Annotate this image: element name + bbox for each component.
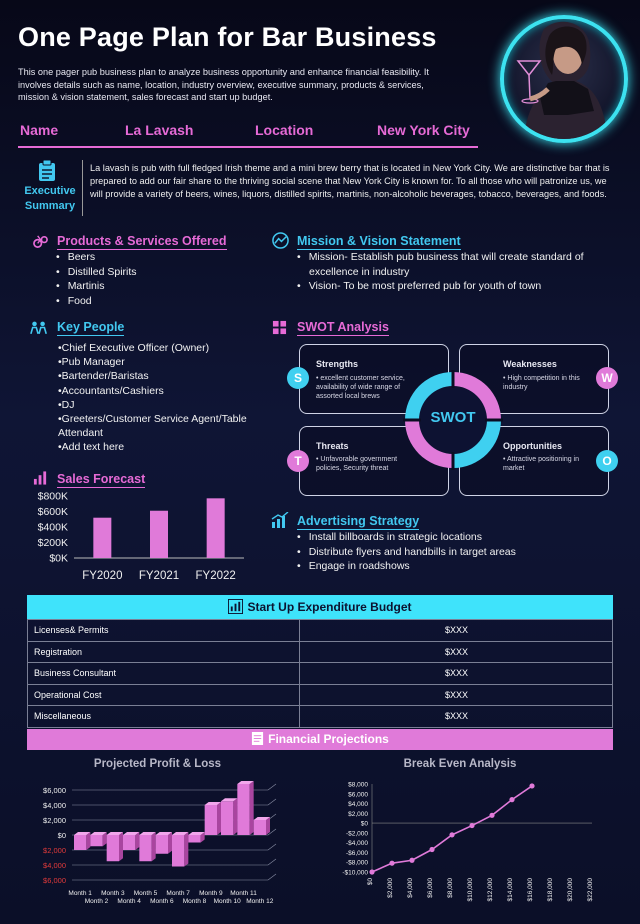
bar — [207, 498, 225, 558]
swot-title: SWOT Analysis — [297, 320, 389, 334]
x-tick-label: $10,000 — [467, 878, 474, 902]
list-item: •DJ — [58, 398, 75, 411]
gridline-depth — [268, 784, 276, 790]
table-row — [28, 663, 613, 685]
strengths-body: excellent customer service, availability of wide range of assorted local brews — [316, 375, 405, 400]
strengths-text: • excellent customer service, availability of wide range of assorted local brews — [316, 375, 405, 400]
y-tick-label: $800K — [37, 490, 68, 503]
bar — [172, 835, 184, 867]
data-point — [369, 869, 374, 874]
x-tick-label: $18,000 — [547, 878, 554, 902]
x-tick-label: $12,000 — [487, 878, 494, 902]
bar — [123, 835, 135, 850]
page-title: One Page Plan for Bar Business — [18, 22, 437, 52]
x-tick-label: $2,000 — [387, 878, 394, 898]
strengths-heading: Strengths — [316, 359, 359, 369]
swot-s-badge: S — [287, 367, 309, 389]
y-tick-label: $0K — [49, 552, 68, 565]
x-tick-label: FY2022 — [195, 570, 236, 582]
weaknesses-body: High competition in this industry — [503, 375, 580, 391]
bar-side — [135, 832, 139, 850]
weaknesses-heading: Weaknesses — [503, 359, 557, 369]
x-tick-label: Month 3 — [101, 890, 125, 897]
x-tick-label: $8,000 — [447, 878, 454, 898]
budget-item: Operational Cost — [28, 684, 300, 706]
list-item: •Add text here — [58, 441, 125, 454]
data-point — [409, 858, 414, 863]
bar — [254, 820, 266, 835]
products-list — [56, 250, 137, 308]
x-tick-label: $4,000 — [407, 878, 414, 898]
break-even-title: Break Even Analysis — [403, 758, 517, 770]
table-row — [28, 620, 613, 642]
opportunities-text: • Attractive positioning in market — [503, 456, 579, 472]
executive-label-line2: Summary — [24, 200, 76, 212]
list-item: • Distribute flyers and handbills in target areas — [297, 545, 617, 560]
x-tick-label: Month 8 — [182, 898, 207, 905]
advertising-list — [297, 530, 617, 574]
sales-forecast-chart — [18, 486, 258, 586]
y-tick-label: -$2,000 — [345, 830, 368, 838]
list-item: •Bartender/Baristas — [58, 370, 149, 383]
bar-side — [119, 832, 123, 861]
list-item: •Chief Executive Officer (Owner) — [58, 342, 210, 354]
data-point — [469, 823, 474, 828]
y-tick-label: $6,000 — [43, 876, 66, 885]
y-tick-label: $4,000 — [43, 861, 66, 870]
bar-side — [184, 832, 188, 867]
mission-title: Mission & Vision Statement — [297, 234, 461, 248]
y-tick-label: -$6,000 — [345, 849, 368, 857]
list-item: • Install billboards in strategic locations — [297, 530, 617, 545]
target-icon — [272, 232, 289, 249]
break-even-chart — [318, 780, 608, 908]
table-row — [28, 706, 613, 728]
data-point — [529, 783, 534, 788]
series-line — [372, 786, 532, 872]
x-tick-label: Month 6 — [150, 898, 174, 905]
executive-divider — [82, 160, 83, 216]
opportunities-heading: Opportunities — [503, 441, 562, 451]
threats-text: • Unfavorable government policies, Security threat — [316, 456, 398, 472]
budget-table — [27, 619, 613, 728]
x-tick-label: FY2021 — [138, 570, 180, 582]
growth-chart-icon — [271, 512, 289, 528]
bar — [221, 801, 233, 835]
financial-title: Financial Projections — [268, 732, 389, 746]
table-row — [28, 684, 613, 706]
gridline-depth — [268, 799, 276, 805]
executive-label-line1: Executive — [24, 185, 76, 197]
bar — [139, 835, 151, 861]
location-value: New York City — [377, 122, 470, 138]
bar — [188, 835, 200, 843]
opportunities-body: Attractive positioning in market — [503, 456, 579, 472]
products-title: Products & Services Offered — [57, 234, 227, 248]
list-item: • Distilled Spirits — [56, 265, 137, 280]
y-tick-label: $4,000 — [43, 801, 66, 810]
list-item: • Beers — [56, 250, 137, 265]
swot-o-badge: O — [596, 450, 618, 472]
x-tick-label: Month 1 — [68, 890, 92, 897]
clipboard-icon — [38, 160, 56, 182]
bar-side — [250, 781, 254, 835]
document-icon — [251, 731, 264, 746]
bar — [237, 784, 249, 835]
x-tick-label: $22,000 — [587, 878, 594, 902]
list-item: •Greeters/Customer Service Agent/Table Attendant — [58, 413, 247, 440]
gridline-depth — [268, 859, 276, 865]
budget-item: Miscellaneous — [28, 706, 300, 728]
bar-side — [152, 832, 156, 861]
x-tick-label: Month 5 — [133, 890, 158, 897]
swot-center-label: SWOT — [430, 409, 476, 426]
person-silhouette-icon — [504, 19, 624, 139]
y-tick-label: $0 — [57, 831, 66, 840]
x-tick-label: Month 7 — [166, 890, 190, 897]
budget-chart-icon — [228, 599, 243, 614]
budget-cost: $XXX — [300, 706, 613, 728]
y-tick-label: $2,000 — [43, 816, 66, 825]
data-point — [429, 847, 434, 852]
x-tick-label: $20,000 — [567, 878, 574, 902]
budget-header — [27, 595, 613, 619]
bar — [205, 805, 217, 835]
bar-side — [217, 802, 221, 835]
profit-loss-title: Projected Profit & Loss — [93, 758, 222, 770]
bar — [107, 835, 119, 861]
y-tick-label: -$8,000 — [345, 859, 368, 867]
x-tick-label: Month 4 — [117, 898, 141, 905]
bar-side — [86, 832, 90, 850]
x-tick-label: $0 — [367, 878, 374, 886]
name-row-divider — [18, 146, 478, 148]
key-people-list — [58, 341, 258, 455]
y-tick-label: $200K — [37, 537, 68, 549]
list-item: • Mission- Establish pub business that will create standard of excellence in industry — [297, 250, 607, 279]
bicycle-gear-icon — [33, 234, 48, 249]
swot-grid-icon — [272, 320, 287, 335]
bar-side — [168, 832, 172, 854]
location-label: Location — [255, 122, 314, 138]
data-point — [509, 797, 514, 802]
key-people-title: Key People — [57, 320, 125, 334]
bar — [156, 835, 168, 854]
budget-item: Licenses& Permits — [28, 620, 300, 642]
sales-forecast-title: Sales Forecast — [57, 472, 146, 486]
list-item: •Accountants/Cashiers — [58, 384, 164, 397]
data-point — [489, 813, 494, 818]
list-item: • Martinis — [56, 279, 137, 294]
budget-item: Business Consultant — [28, 663, 300, 685]
budget-cost: $XXX — [300, 641, 613, 663]
x-tick-label: $16,000 — [527, 878, 534, 902]
budget-cost: $XXX — [300, 663, 613, 685]
x-tick-label: $14,000 — [507, 878, 514, 902]
budget-cost: $XXX — [300, 620, 613, 642]
woman-with-cocktail-photo — [500, 15, 628, 143]
profit-loss-chart — [28, 778, 290, 910]
y-tick-label: $6,000 — [348, 791, 368, 799]
bar-side — [233, 798, 237, 835]
table-row — [28, 641, 613, 663]
executive-summary-text: La lavash is pub with full fledged Irish theme and a mini brew berry that is located in New York City. We are distinctive bar that is prepared to add our fair share to the thriving social scene that New York City is known for. To all those who will patronize us, we will provide a variety of beers, wines, liquors, distilled spirits, martinis, non-alcoholic beverages, tobacco, beverages, and foods. — [90, 163, 610, 199]
intro-text: This one pager pub business plan to analyze business opportunity and enhance financial feasibility. It involves details such as name, location, industry overview, executive summary, products & services, mission & vision statement, sales forecast and start up budget. — [18, 67, 429, 103]
x-tick-label: Month 12 — [246, 898, 274, 905]
bar — [74, 835, 86, 850]
x-tick-label: Month 10 — [213, 898, 241, 905]
swot-w-badge: W — [596, 367, 618, 389]
y-tick-label: $2,000 — [348, 810, 368, 818]
x-tick-label: Month 2 — [84, 898, 109, 905]
y-tick-label: -$10,000 — [342, 869, 368, 877]
x-tick-label: Month 11 — [230, 890, 257, 897]
threats-heading: Threats — [316, 441, 349, 451]
executive-summary-label — [18, 160, 80, 220]
budget-item: Registration — [28, 641, 300, 663]
y-tick-label: $4,000 — [348, 801, 368, 809]
x-tick-label: $6,000 — [427, 878, 434, 898]
threats-body: Unfavorable government policies, Security threat — [316, 456, 398, 472]
list-item: •Pub Manager — [58, 356, 125, 369]
y-tick-label: $0 — [360, 820, 368, 828]
budget-title: Start Up Expenditure Budget — [247, 600, 412, 614]
y-tick-label: $600K — [37, 506, 68, 518]
data-point — [449, 832, 454, 837]
list-item: • Food — [56, 294, 137, 309]
advertising-title: Advertising Strategy — [297, 514, 420, 528]
data-point — [389, 861, 394, 866]
budget-cost: $XXX — [300, 684, 613, 706]
list-item: • Vision- To be most preferred pub for youth of town — [297, 279, 607, 294]
y-tick-label: $400K — [37, 521, 68, 534]
x-tick-label: Month 9 — [199, 890, 223, 897]
bar — [150, 511, 168, 558]
swot-t-badge: T — [287, 450, 309, 472]
y-tick-label: -$4,000 — [345, 840, 368, 848]
list-item: • Engage in roadshows — [297, 559, 617, 574]
mission-list — [297, 250, 607, 294]
weaknesses-text: • High competition in this industry — [503, 375, 580, 391]
gridline-depth — [268, 874, 276, 880]
bar — [90, 835, 102, 846]
bar-chart-icon — [33, 471, 48, 485]
bar-side — [266, 817, 270, 835]
financial-header — [27, 729, 613, 750]
name-label: Name — [20, 122, 59, 138]
bar — [93, 518, 111, 558]
y-tick-label: $6,000 — [43, 786, 66, 795]
gridline-depth — [268, 844, 276, 850]
people-icon — [30, 320, 48, 335]
x-tick-label: FY2020 — [82, 570, 123, 582]
name-value: La Lavash — [125, 122, 194, 138]
y-tick-label: $2,000 — [43, 846, 66, 855]
y-tick-label: $8,000 — [348, 781, 368, 789]
